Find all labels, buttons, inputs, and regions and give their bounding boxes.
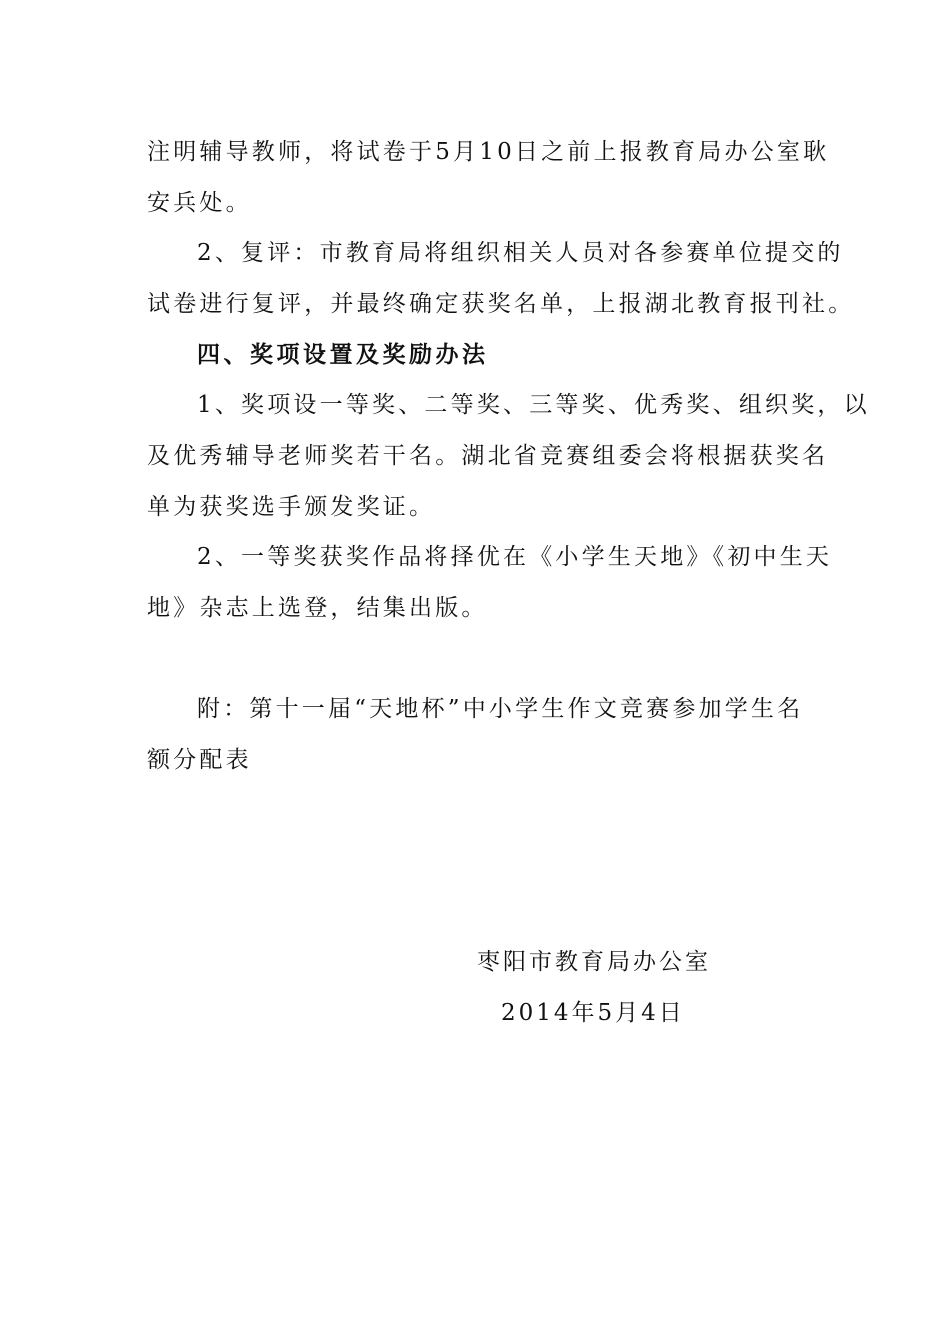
section-heading: 四、奖项设置及奖励办法: [197, 341, 489, 368]
paragraph-line: 单为获奖选手颁发奖证。: [147, 494, 436, 520]
paragraph-line: 2、复评：市教育局将组织相关人员对各参赛单位提交的: [197, 240, 844, 266]
paragraph-line: 地》杂志上选登，结集出版。: [147, 595, 488, 621]
paragraph-line: 2、一等奖获奖作品将择优在《小学生天地》《初中生天: [197, 544, 833, 570]
attachment-line: 附：第十一届“天地杯”中小学生作文竞赛参加学生名: [197, 696, 804, 722]
paragraph-line: 及优秀辅导老师奖若干名。湖北省竞赛组委会将根据获奖名: [147, 443, 829, 469]
paragraph-line: 1、奖项设一等奖、二等奖、三等奖、优秀奖、组织奖，以: [197, 392, 870, 418]
attachment-line: 额分配表: [147, 747, 252, 773]
signature-date: 2014年5月4日: [501, 1000, 685, 1026]
paragraph-line: 注明辅导教师，将试卷于5月10日之前上报教育局办公室耿: [147, 139, 830, 165]
signature-org: 枣阳市教育局办公室: [477, 949, 711, 975]
paragraph-line: 试卷进行复评，并最终确定获奖名单，上报湖北教育报刊社。: [147, 291, 855, 317]
paragraph-line: 安兵处。: [147, 190, 252, 216]
